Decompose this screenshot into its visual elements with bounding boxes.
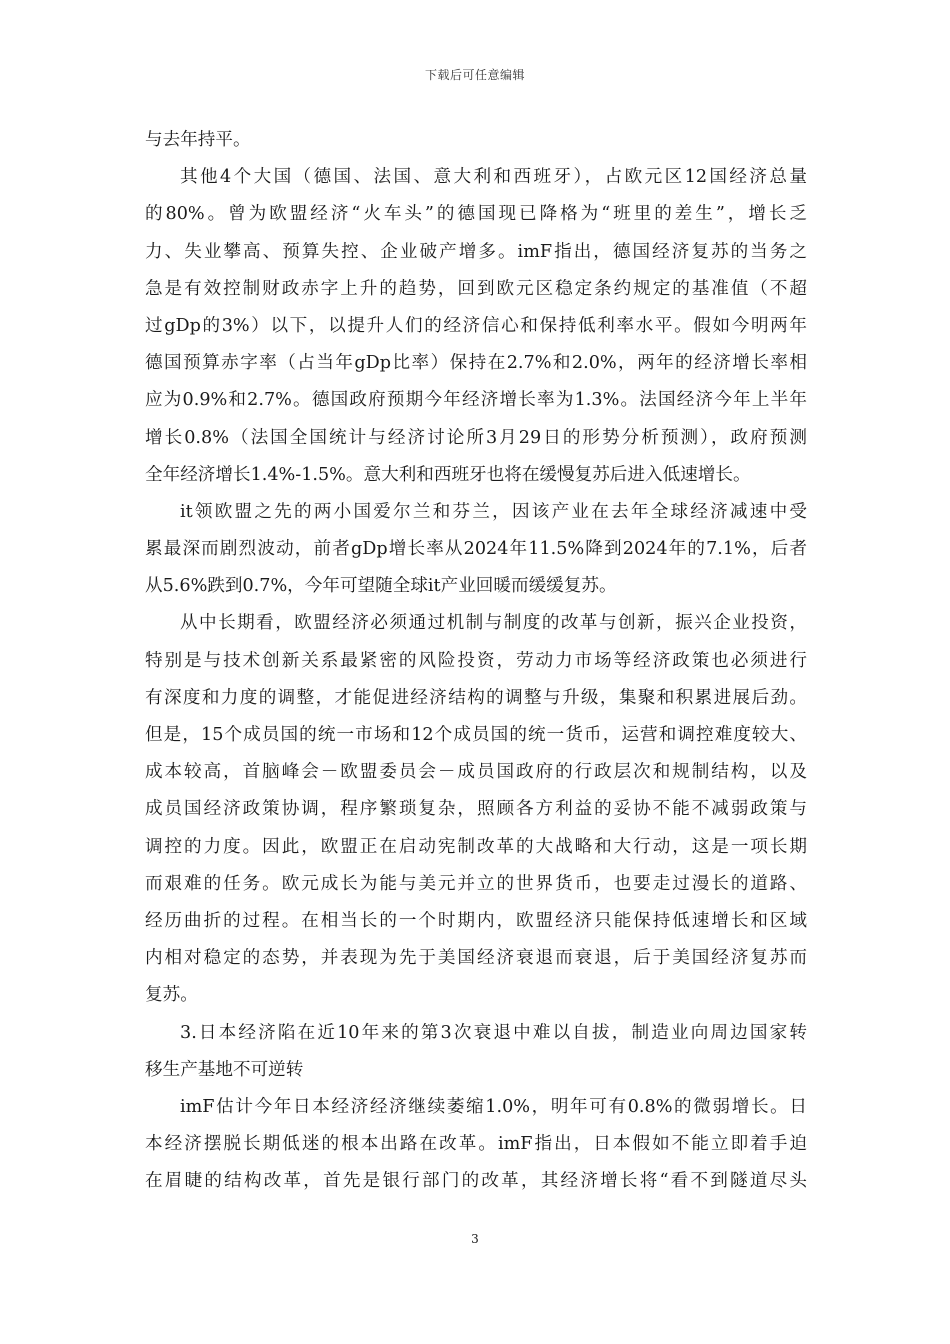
text-line: 在眉睫的结构改革，首先是银行部门的改革，其经济增长将“看不到隧道尽头 bbox=[145, 1171, 807, 1192]
text-line: 有深度和力度的调整，才能促进经济结构的调整与升级，集聚和积累进展后劲。 bbox=[145, 687, 807, 708]
text-line: 其他4个大国（德国、法国、意大利和西班牙），占欧元区12国经济总量 bbox=[180, 167, 807, 188]
page-header: 下载后可任意编辑 bbox=[424, 68, 525, 82]
text-line: 力、失业攀高、预算失控、企业破产增多。imF指出，德国经济复苏的当务之 bbox=[145, 241, 807, 262]
text-line: 从中长期看，欧盟经济必须通过机制与制度的改革与创新，振兴企业投资， bbox=[180, 613, 807, 634]
text-line: 从5.6%跌到0.7%，今年可望随全球it产业回暖而缓缓复苏。 bbox=[145, 576, 617, 597]
text-line: 但是，15个成员国的统一市场和12个成员国的统一货币，运营和调控难度较大、 bbox=[145, 725, 807, 745]
text-line: 经历曲折的过程。在相当长的一个时期内，欧盟经济只能保持低速增长和区域 bbox=[145, 910, 807, 931]
text-line: 而艰难的任务。欧元成长为能与美元并立的世界货币，也要走过漫长的道路、 bbox=[145, 873, 807, 894]
text-line: 移生产基地不可逆转 bbox=[145, 1059, 304, 1080]
body-text bbox=[145, 122, 807, 1200]
text-line: 德国预算赤字率（占当年gDp比率）保持在2.7%和2.0%，两年的经济增长率相 bbox=[145, 353, 807, 374]
text-line: 的80%。曾为欧盟经济“火车头”的德国现已降格为“班里的差生”，增长乏 bbox=[145, 204, 807, 225]
text-line: 内相对稳定的态势，并表现为先于美国经济衰退而衰退，后于美国经济复苏而 bbox=[145, 948, 807, 969]
text-line: 3.日本经济陷在近10年来的第3次衰退中难以自拔，制造业向周边国家转 bbox=[180, 1022, 807, 1043]
text-line: 成本较高，首脑峰会－欧盟委员会－成员国政府的行政层次和规制结构，以及 bbox=[145, 762, 807, 783]
text-line: 调控的力度。因此，欧盟正在启动宪制改革的大战略和大行动，这是一项长期 bbox=[145, 836, 807, 857]
text-line: 成员国经济政策协调，程序繁琐复杂，照顾各方利益的妥协不能不减弱政策与 bbox=[145, 799, 807, 820]
text-line: 应为0.9%和2.7%。德国政府预期今年经济增长率为1.3%。法国经济今年上半年 bbox=[145, 390, 807, 411]
text-line: 复苏。 bbox=[145, 985, 198, 1006]
text-line: 特别是与技术创新关系最紧密的风险投资，劳动力市场等经济政策也必须进行 bbox=[145, 650, 807, 671]
text-line: 增长0.8%（法国全国统计与经济讨论所3月29日的形势分析预测），政府预测 bbox=[145, 427, 807, 448]
text-line: 与去年持平。 bbox=[145, 130, 251, 150]
text-line: imF估计今年日本经济经济继续萎缩1.0%，明年可有0.8%的微弱增长。日 bbox=[180, 1096, 807, 1117]
text-line: 累最深而剧烈波动，前者gDp增长率从2024年11.5%降到2024年的7.1%，后者 bbox=[145, 539, 807, 560]
text-line: 急是有效控制财政赤字上升的趋势，回到欧元区稳定条约规定的基准值（不超 bbox=[145, 278, 807, 299]
text-line: 本经济摆脱长期低迷的根本出路在改革。imF指出，日本假如不能立即着手迫 bbox=[145, 1134, 807, 1155]
text-line: it领欧盟之先的两小国爱尔兰和芬兰，因该产业在去年全球经济减速中受 bbox=[180, 501, 807, 522]
page-number: 3 bbox=[471, 1232, 479, 1246]
text-line: 过gDp的3%）以下，以提升人们的经济信心和保持低利率水平。假如今明两年 bbox=[145, 315, 807, 336]
text-line: 全年经济增长1.4%-1.5%。意大利和西班牙也将在缓慢复苏后进入低速增长。 bbox=[145, 464, 751, 485]
